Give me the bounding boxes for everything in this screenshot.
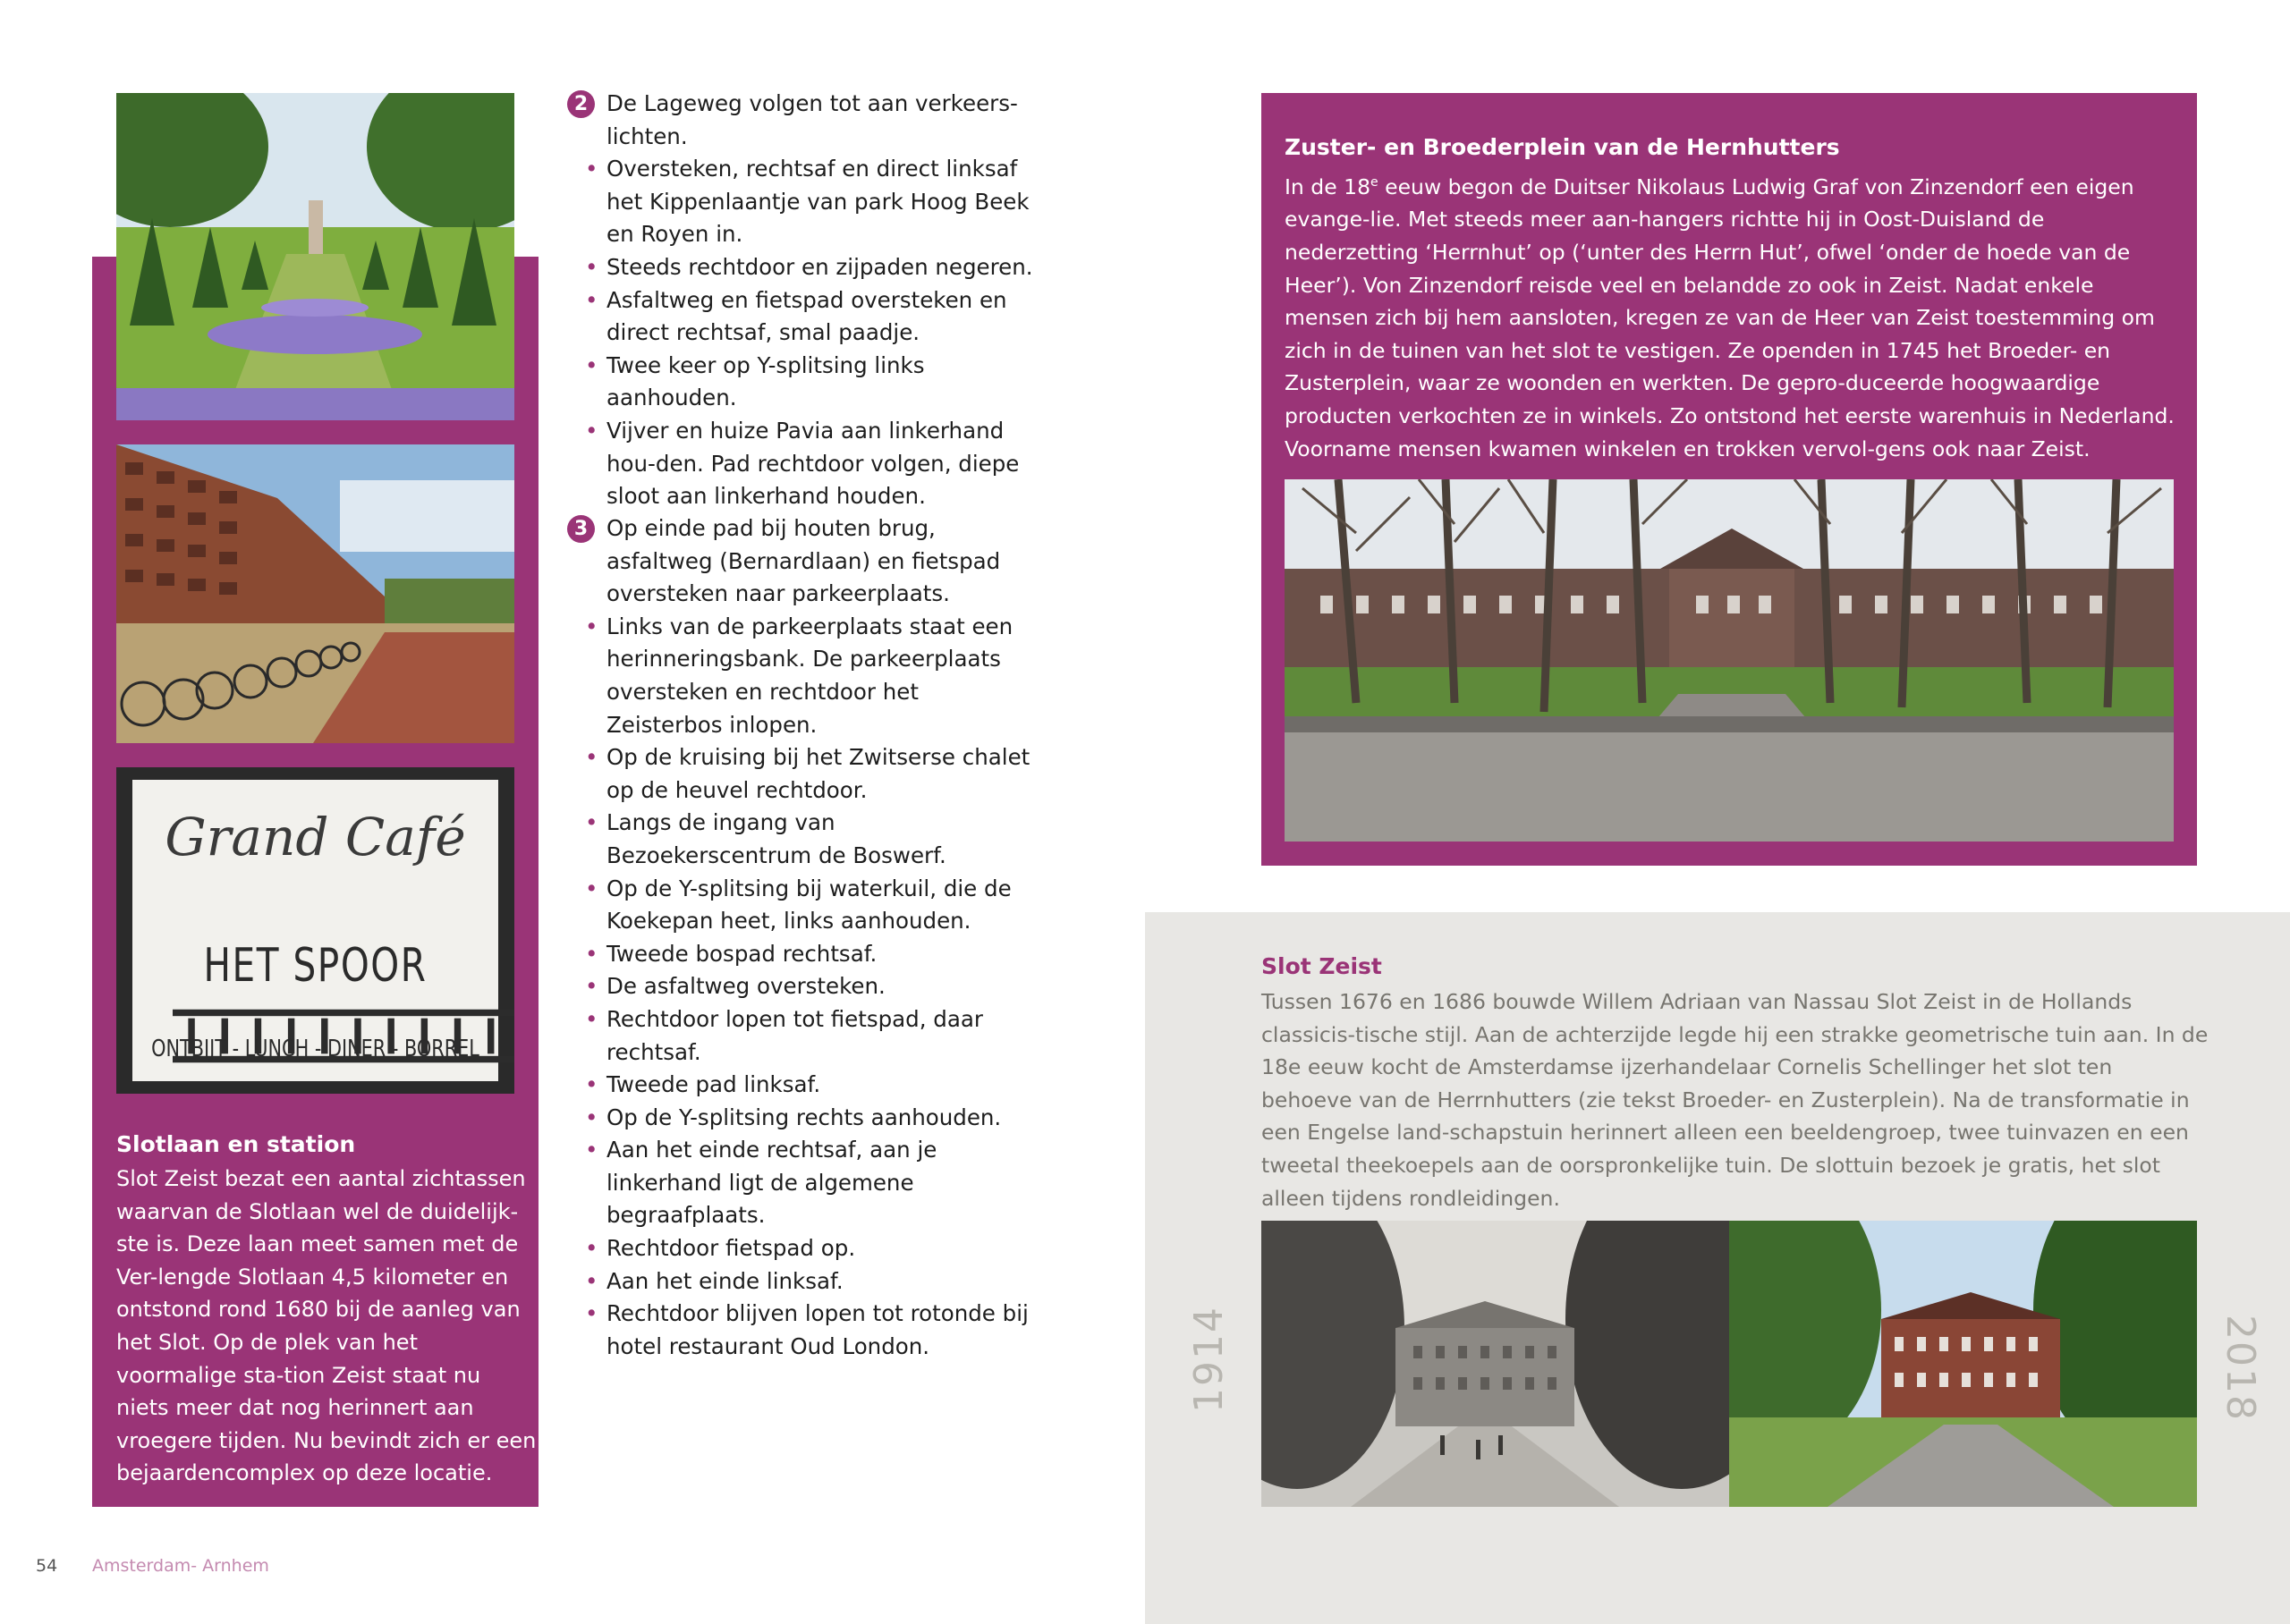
slot-body: Tussen 1676 en 1686 bouwde Willem Adriaan van Nassau Slot Zeist in de Hollands classicis-tische stijl. Aan de achterzijde legde hij een strakke geometrische tuin aan. In de 18e eeuw kocht de Amsterdamse ijzerhandelaar Cornelis Schellinger het slot ten behoeve van de Herrnhutters (zie tekst Broeder- en Zusterplein). Na de transformatie in een Engelse land-schapstuin herinnert alleen een beeldengroep, twee tuinvazen en een tweetal theekoepels aan de oorspronkelijke tuin. De slottuin bezoek je gratis, het slot alleen tijdens rondleidingen. (1261, 989, 2209, 1211)
step-3-list (565, 611, 1039, 1364)
sidebar-heading: Slotlaan en station (116, 1131, 356, 1157)
zusterplein-body: In de 18e eeuw begon de Duitser Nikolaus Ludwig Graf von Zinzendorf een eigen evange-lie. Met steeds meer aan-hangers richtte hij in Oost-Duisland de nederzetting ‘Herrnhut’ op (‘unter des Herrn Hut’, ofwel ‘onder de hoede van de Heer’). Von Zinzendorf reisde veel en belandde zo ook in Zeist. Nadat enkele mensen zich bij hem aansloten, kregen ze van de Heer van Zeist toestemming om zich in de tuinen van het slot te vestigen. Ze openden in 1745 het Broeder- en Zusterplein, waar ze woonden en werkten. De gepro-duceerde hoogwaardige producten verkochten ze in winkels. Zo ontstond het eerste warenhuis in Nederland. Voorname mensen kwamen winkelen en trokken vervol-gens ook naar Zeist. (1285, 173, 2175, 461)
slot-heading: Slot Zeist (1261, 953, 1382, 979)
step-number-badge: 3 (567, 515, 595, 543)
route-step-2 (565, 88, 1039, 513)
list-item: • Steeds rechtdoor en zijpaden negeren. (565, 251, 1039, 284)
photo-slot-zeist-1914 (1261, 1221, 1729, 1507)
list-item: • Oversteken, rechtsaf en direct linksaf het Kippenlaantje van park Hoog Beek en Royen in. (565, 153, 1039, 251)
list-item: • Op de Y-splitsing bij waterkuil, die de Koekepan heet, links aanhouden. (565, 873, 1039, 938)
year-label-1914: 1914 (1186, 1306, 1232, 1413)
step-number-badge: 2 (567, 90, 595, 118)
sign-board (132, 780, 498, 1081)
route-step-3 (565, 512, 1039, 1363)
running-footer-title: Amsterdam- Arnhem (92, 1556, 269, 1576)
list-item: • Rechtdoor fietspad op. (565, 1232, 1039, 1265)
list-item: • Links van de parkeerplaats staat een herinneringsbank. De parkeerplaats oversteken en rechtdoor het Zeisterbos inlopen. (565, 611, 1039, 741)
step-lead (565, 88, 1039, 153)
sidebar-body: Slot Zeist bezat een aantal zichtassen waarvan de Slotlaan wel de duidelijk-ste is. Deze laan meet samen met de Ver-lengde Slotlaan 4,5 kilometer en ontstond rond 1680 bij de aanleg van het Slot. Op de plek van het voormalige sta-tion Zeist staat nu niets meer dat nog herinnert aan vroegere tijden. Nu bevindt zich er een bejaardencomplex op deze locatie. (116, 1166, 537, 1486)
sign-name: HET SPOOR (203, 939, 428, 993)
photo-slot-zeist-2018 (1729, 1221, 2197, 1507)
list-item: • Aan het einde linksaf. (565, 1265, 1039, 1298)
list-item: • Vijver en huize Pavia aan linkerhand hou-den. Pad rechtdoor volgen, diepe sloot aan linkerhand houden. (565, 415, 1039, 513)
list-item: • Aan het einde rechtsaf, aan je linkerhand ligt de algemene begraafplaats. (565, 1134, 1039, 1232)
photo-grand-cafe-sign (116, 767, 514, 1094)
sign-subline: ONTBIJT - LUNCH - DINER - BORREL (151, 1036, 479, 1062)
list-item: • Twee keer op Y-splitsing links aanhouden. (565, 350, 1039, 415)
photo-slotlaan-avenue (116, 93, 514, 420)
sign-script: Grand Café (165, 807, 466, 867)
step-lead (565, 512, 1039, 611)
list-item: • Rechtdoor lopen tot fietspad, daar rechtsaf. (565, 1003, 1039, 1069)
list-item: • Rechtdoor blijven lopen tot rotonde bij hotel restaurant Oud London. (565, 1298, 1039, 1363)
list-item: • Op de Y-splitsing rechts aanhouden. (565, 1102, 1039, 1135)
photo-broederplein (1285, 479, 2174, 842)
photo-station-bicycles (116, 444, 514, 743)
zusterplein-box (1261, 93, 2197, 866)
page-number: 54 (36, 1556, 58, 1576)
year-label-2018: 2018 (2218, 1315, 2263, 1422)
zusterplein-heading: Zuster- en Broederplein van de Hernhutters (1285, 134, 1840, 160)
list-item: • Langs de ingang van Bezoekerscentrum de Boswerf. (565, 807, 1039, 872)
list-item: • De asfaltweg oversteken. (565, 970, 1039, 1003)
list-item: • Op de kruising bij het Zwitserse chalet op de heuvel rechtdoor. (565, 741, 1039, 807)
step-2-list (565, 153, 1039, 513)
step-lead-text: Op einde pad bij houten brug, asfaltweg (Bernardlaan) en fietspad oversteken naar parkeerplaats. (606, 515, 1001, 607)
list-item: • Tweede bospad rechtsaf. (565, 938, 1039, 971)
list-item: • Tweede pad linksaf. (565, 1069, 1039, 1102)
step-lead-text: De Lageweg volgen tot aan verkeers-lichten. (606, 90, 1018, 149)
list-item: • Asfaltweg en fietspad oversteken en direct rechtsaf, smal paadje. (565, 284, 1039, 350)
sidebar-text (116, 1129, 537, 1490)
